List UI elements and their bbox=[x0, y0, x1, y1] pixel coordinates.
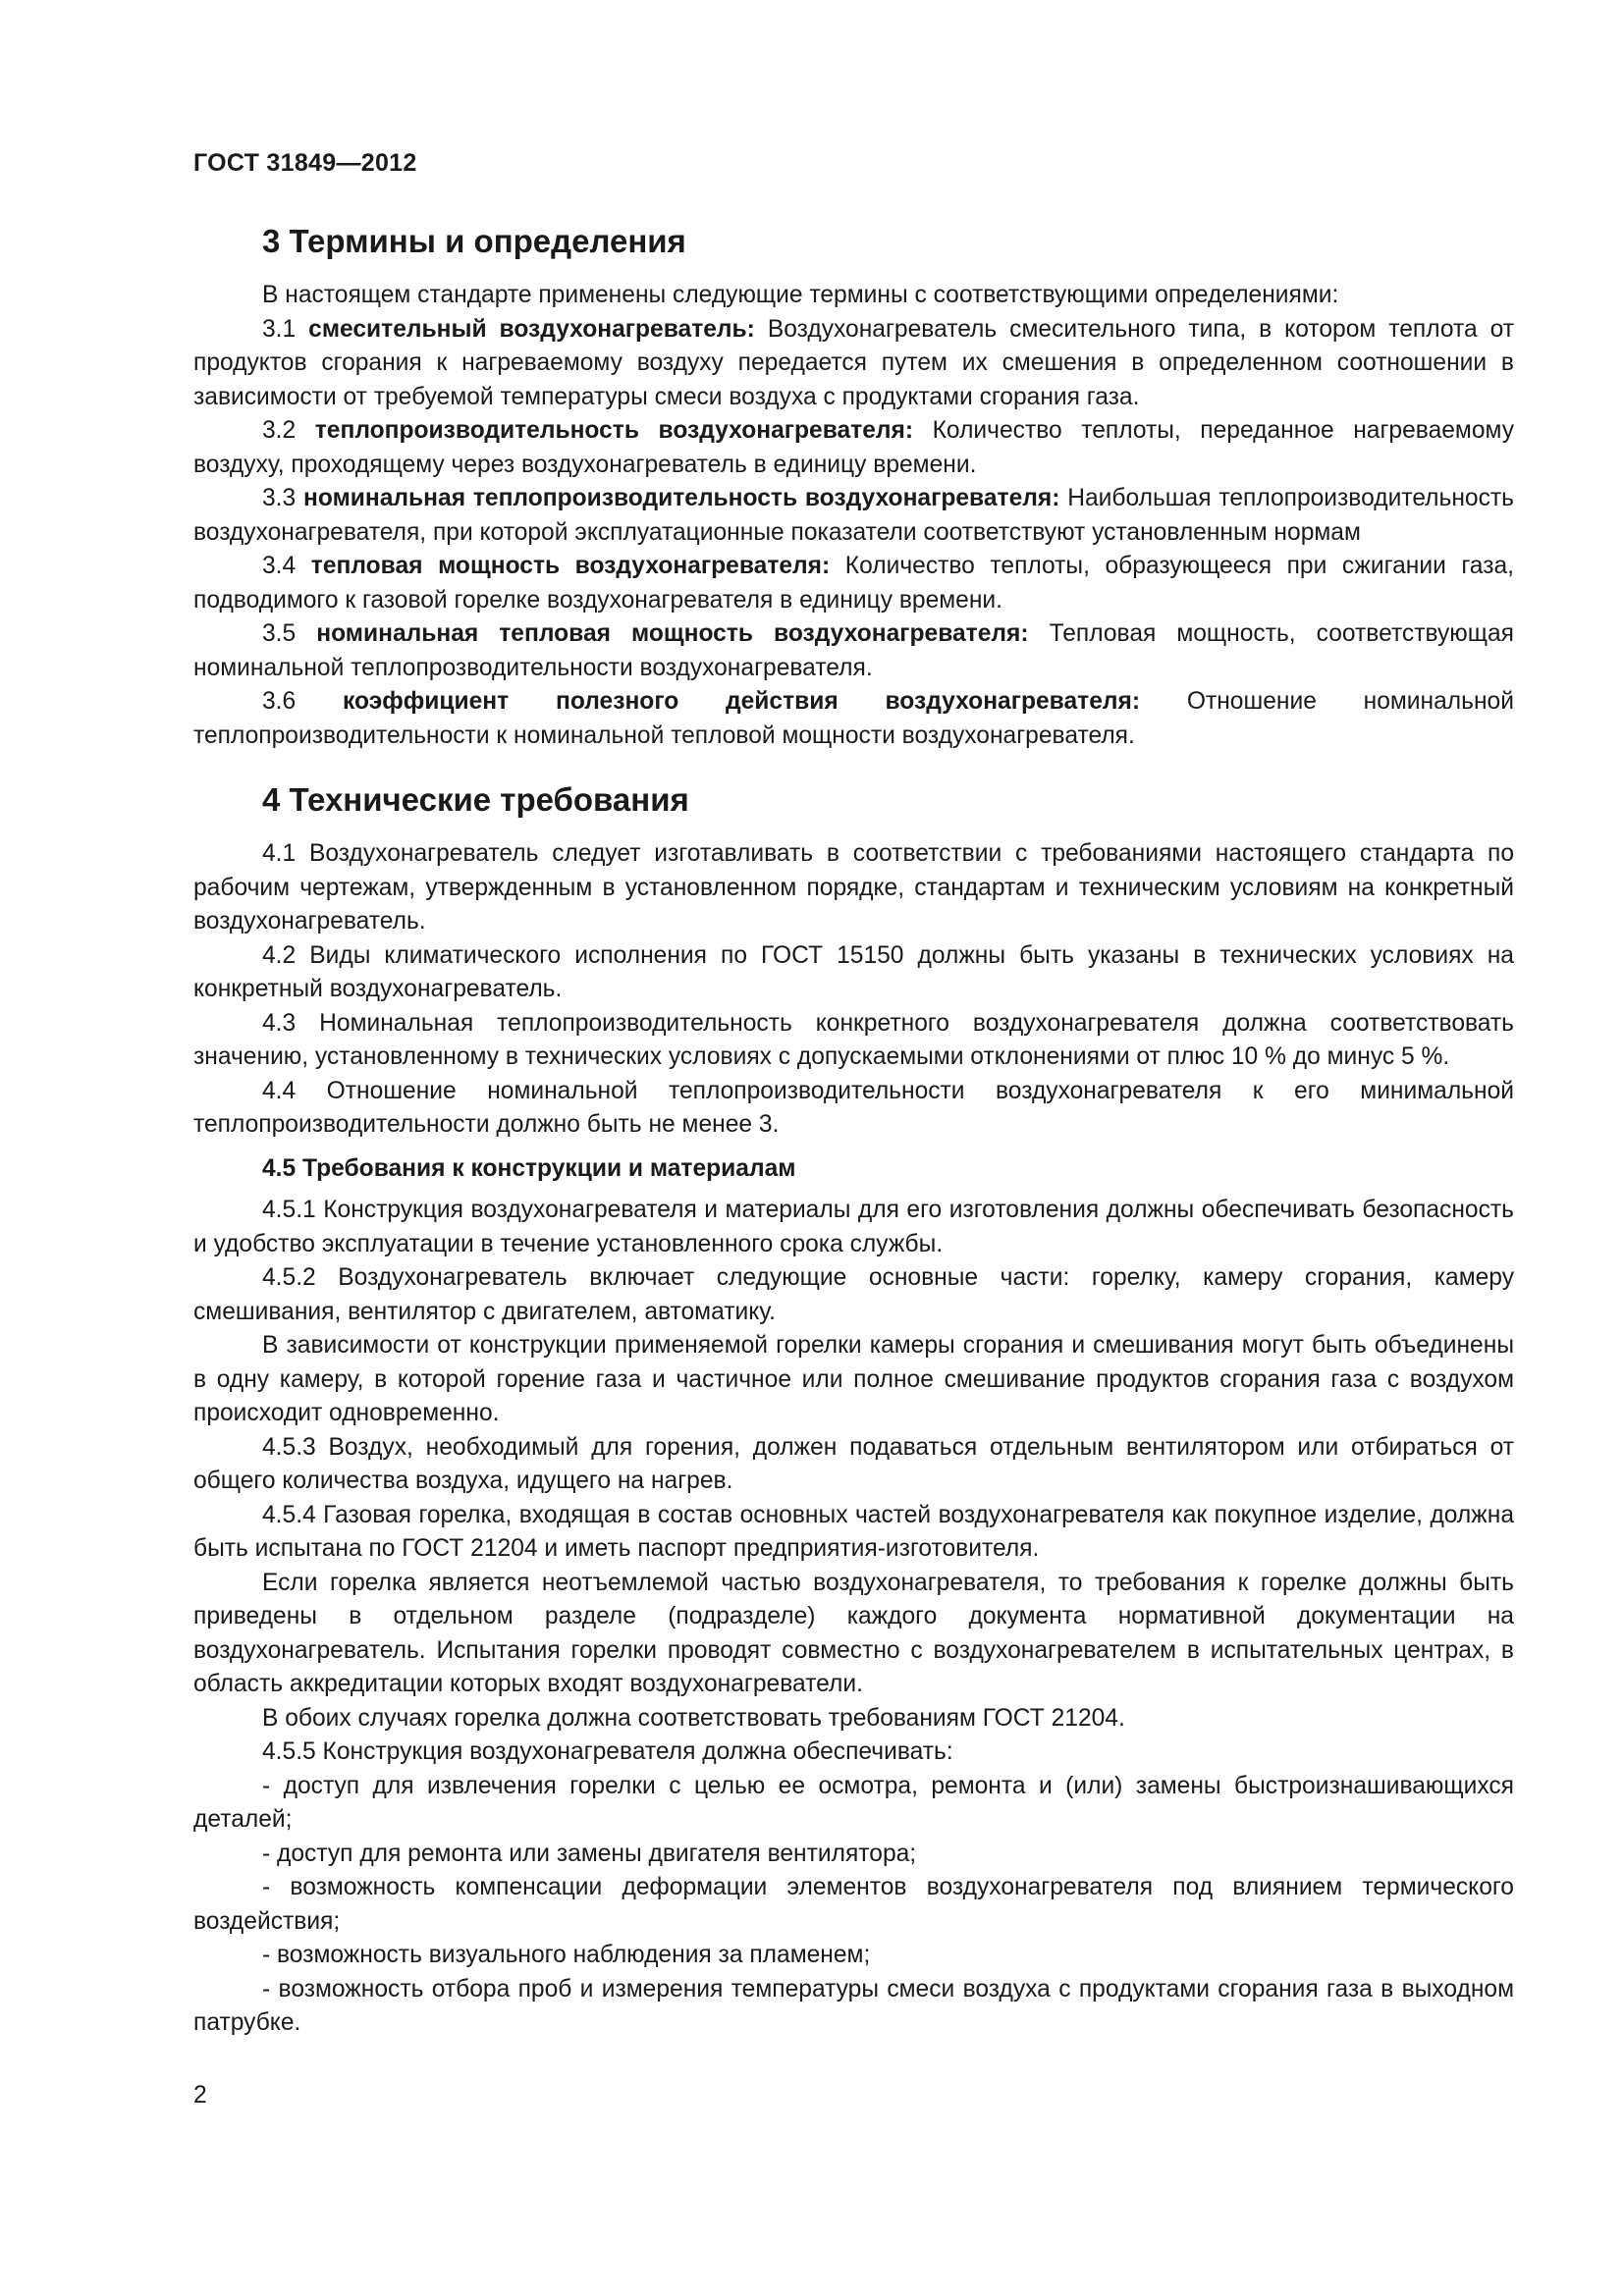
term-name: коэффициент полезного действия воздухонагревателя: bbox=[342, 688, 1141, 715]
standard-code-header: ГОСТ 31849—2012 bbox=[193, 149, 417, 177]
term-number: 3.6 bbox=[262, 688, 297, 715]
paragraph-4-5-1: 4.5.1 Конструкция воздухонагревателя и материалы для его изготовления должны обеспечивать безопасность и удобство эксплуатации в течение установленного срока службы. bbox=[193, 1197, 1514, 1257]
list-item: - доступ для ремонта или замены двигателя вентилятора; bbox=[262, 1840, 917, 1867]
section-4-title: 4 Технические требования bbox=[262, 781, 689, 818]
paragraph-4-5-5: 4.5.5 Конструкция воздухонагревателя должна обеспечивать: bbox=[262, 1738, 953, 1765]
paragraph-4-5-2: 4.5.2 Воздухонагреватель включает следующие основные части: горелку, камеру сгорания, камеру смешивания, вентилятор с двигателем, автоматику. bbox=[193, 1264, 1514, 1325]
term-definition: Воздухонагреватель смесительного типа, в котором теплота от продуктов сгорания к нагреваемому воздуху передается путем их смешения в определенном соотношении в зависимости от требуемой температуры смеси воздуха с продуктами сгорания газа. bbox=[193, 315, 1514, 410]
section-3-intro: В настоящем стандарте применены следующие термины с соответствующими определениями: bbox=[262, 282, 1339, 308]
list-item: - возможность компенсации деформации элементов воздухонагревателя под влиянием термического воздействия; bbox=[193, 1874, 1514, 1935]
term-3-3 bbox=[193, 482, 1514, 550]
term-definition: Тепловая мощность, соответствующая номинальной теплопрозводительности воздухонагревателя. bbox=[193, 620, 1514, 681]
term-3-6 bbox=[193, 685, 1514, 753]
term-name: теплопроизводительность воздухонагревателя: bbox=[314, 417, 914, 444]
page-content bbox=[193, 218, 1514, 2041]
subsection-4-5-title: 4.5 Требования к конструкции и материалам bbox=[262, 1154, 796, 1182]
paragraph-4-5-4-continued: Если горелка является неотъемлемой частью воздухонагревателя, то требования к горелке должны быть приведены в отдельном разделе (подразделе) каждого документа нормативной документации на воздухонагреватель. Испытания горелки проводят совместно с воздухонагревателем в испытательных центрах, в область аккредитации которых входят воздухонагреватели. bbox=[193, 1569, 1514, 1697]
term-number: 3.1 bbox=[262, 315, 297, 343]
term-name: номинальная теплопроизводительность воздухонагревателя: bbox=[303, 485, 1060, 511]
term-number: 3.5 bbox=[262, 620, 297, 647]
term-name: номинальная тепловая мощность воздухонагревателя: bbox=[316, 620, 1029, 647]
paragraph-4-2: 4.2 Виды климатического исполнения по ГОСТ 15150 должны быть указаны в технических условиях на конкретный воздухонагреватель. bbox=[193, 941, 1514, 1002]
list-item: - доступ для извлечения горелки с целью ее осмотра, ремонта и (или) замены быстроизнашивающихся деталей; bbox=[193, 1772, 1514, 1833]
list-item: - возможность визуального наблюдения за пламенем; bbox=[262, 1942, 871, 1968]
term-definition: Количество теплоты, переданное нагреваемому воздуху, проходящему через воздухонагреватель в единицу времени. bbox=[193, 417, 1514, 478]
term-definition: Наибольшая теплопроизводительность воздухонагревателя, при которой эксплуатационные показатели соответствуют установленным нормам bbox=[193, 485, 1514, 546]
paragraph-4-3: 4.3 Номинальная теплопроизводительность конкретного воздухонагревателя должна соответствовать значению, установленному в технических условиях с допускаемыми отклонениями от плюс 10 % до минус 5 %. bbox=[193, 1009, 1514, 1070]
term-number: 3.2 bbox=[262, 417, 297, 444]
term-3-1 bbox=[193, 313, 1514, 415]
list-item: - возможность отбора проб и измерения температуры смеси воздуха с продуктами сгорания газа в выходном патрубке. bbox=[193, 1975, 1514, 2036]
term-name: тепловая мощность воздухонагревателя: bbox=[310, 553, 831, 579]
section-3-title: 3 Термины и определения bbox=[262, 223, 686, 259]
paragraph-4-5-4-note: В обоих случаях горелка должна соответствовать требованиям ГОСТ 21204. bbox=[262, 1704, 1125, 1732]
term-number: 3.4 bbox=[262, 553, 297, 579]
paragraph-4-5-2-continued: В зависимости от конструкции применяемой горелки камеры сгорания и смешивания могут быть объединены в одну камеру, в которой горение газа и частичное или полное смешивание продуктов сгорания газа с воздухом происходит одновременно. bbox=[193, 1332, 1514, 1426]
paragraph-4-5-4: 4.5.4 Газовая горелка, входящая в состав основных частей воздухонагревателя как покупное изделие, должна быть испытана по ГОСТ 21204 и иметь паспорт предприятия-изготовителя. bbox=[193, 1501, 1514, 1562]
term-number: 3.3 bbox=[262, 485, 297, 511]
paragraph-4-1: 4.1 Воздухонагреватель следует изготавливать в соответствии с требованиями настоящего стандарта по рабочим чертежам, утвержденным в установленном порядке, стандартам и техническим условиям на конкретный воздухонагреватель. bbox=[193, 840, 1514, 934]
term-3-4 bbox=[193, 550, 1514, 617]
term-name: смесительный воздухонагреватель: bbox=[308, 315, 755, 343]
paragraph-4-5-3: 4.5.3 Воздух, необходимый для горения, должен подаваться отдельным вентилятором или отбираться от общего количества воздуха, идущего на нагрев. bbox=[193, 1433, 1514, 1494]
term-3-2 bbox=[193, 414, 1514, 482]
term-definition: Отношение номинальной теплопроизводительности к номинальной тепловой мощности воздухонагревателя. bbox=[193, 688, 1514, 749]
page-number: 2 bbox=[193, 2082, 207, 2109]
term-definition: Количество теплоты, образующееся при сжигании газа, подводимого к газовой горелке воздухонагревателя в единицу времени. bbox=[193, 553, 1514, 614]
term-3-5 bbox=[193, 617, 1514, 685]
paragraph-4-4: 4.4 Отношение номинальной теплопроизводительности воздухонагревателя к его минимальной теплопроизводительности должно быть не менее 3. bbox=[193, 1077, 1514, 1138]
